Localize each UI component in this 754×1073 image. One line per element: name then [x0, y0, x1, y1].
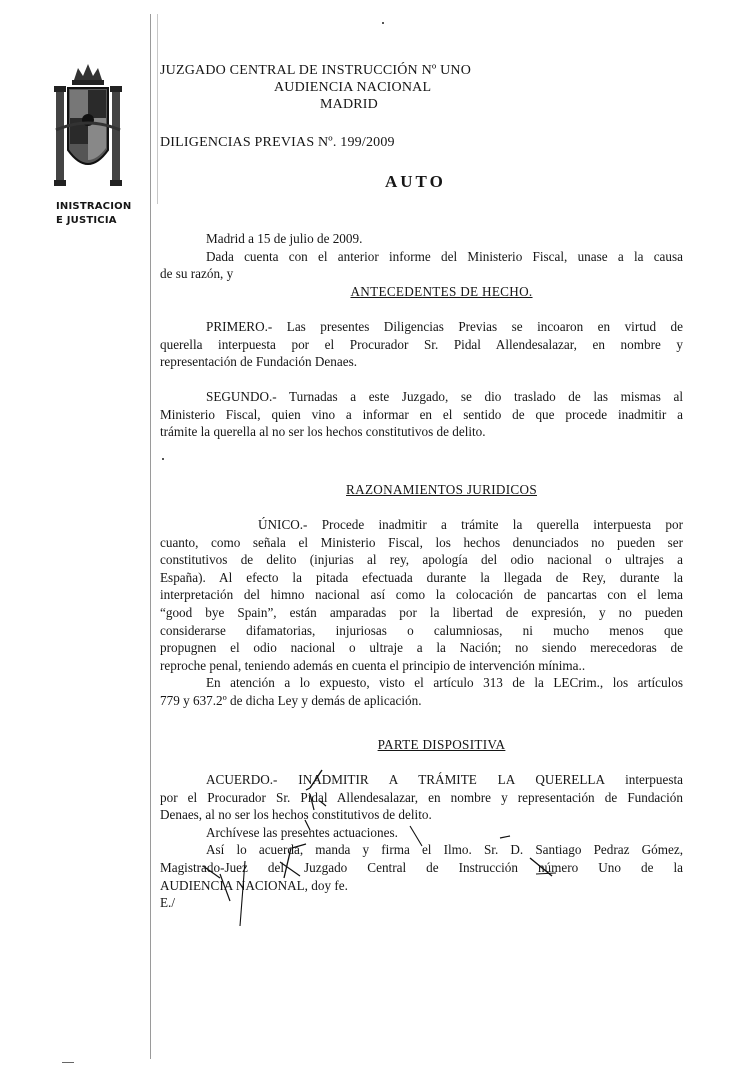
paragraph-line: En atención a lo expuesto, visto el artículo 313 de la LECrim., los artículos — [206, 675, 683, 691]
heading-parte-dispositiva: PARTE DISPOSITIVA — [377, 737, 506, 752]
paragraph-line: trámite la querella al no ser los hechos constitutivos de delito. — [160, 424, 486, 440]
paragraph-line: España). Al efecto la pitada efectuada durante la llegada de Rey, durante la — [160, 569, 683, 585]
court-name: JUZGADO CENTRAL DE INSTRUCCIÓN Nº UNO — [160, 63, 472, 78]
paragraph-unico — [160, 516, 683, 710]
scan-speck — [162, 458, 164, 460]
paragraph-line: querella interpuesta por el Procurador Sr. Pidal Allendesalazar, en nombre y — [160, 336, 683, 352]
paragraph-line: ÚNICO.- Procede inadmitir a trámite la querella interpuesta por — [258, 517, 683, 532]
audiencia-name: AUDIENCIA NACIONAL — [274, 80, 432, 95]
paragraph-segundo — [160, 388, 683, 441]
paragraph-primero — [160, 318, 683, 371]
coat-of-arms-icon — [52, 60, 124, 190]
paragraph-line: SEGUNDO.- Turnadas a este Juzgado, se dio traslado de las mismas al — [206, 389, 683, 404]
paragraph-line: AUDIENCIA NACIONAL, doy fe. — [160, 877, 348, 893]
paragraph-line: Magistrado-Juez del Juzgado Central de Instrucción número Uno de la — [160, 859, 683, 875]
case-reference: DILIGENCIAS PREVIAS Nº. 199/2009 — [160, 135, 395, 150]
intro-block — [160, 230, 683, 300]
handwritten-signature-strokes — [160, 766, 580, 926]
paragraph-line: ACUERDO.- INADMITIR A TRÁMITE LA QUERELLA interpuesta — [206, 772, 683, 787]
paragraph-line: reproche penal, teniendo además en cuenta el principio de intervención mínima.. — [160, 657, 586, 673]
paragraph-line: interpretación del himno nacional así como la colocación de pancartas con el lema — [160, 587, 683, 603]
paragraph-line: cuanto, como señala el Ministerio Fiscal, los hechos denunciados no pueden ser — [160, 534, 683, 550]
heading-razonamientos: RAZONAMIENTOS JURIDICOS — [346, 482, 537, 497]
paragraph-line: PRIMERO.- Las presentes Diligencias Previas se incoaron en virtud de — [206, 319, 683, 334]
date-line: Madrid a 15 de julio de 2009. — [206, 231, 363, 246]
paragraph-line: Denaes, al no ser los hechos constitutivos de delito. — [160, 807, 432, 823]
intro-line: de su razón, y — [160, 266, 234, 282]
paragraph-line: 779 y 637.2º de dicha Ley y demás de aplicación. — [160, 692, 422, 708]
ministry-line-1: INISTRACION — [56, 201, 132, 212]
paragraph-line: por el Procurador Sr. Pidal Allendesalazar, en nombre y representación de Fundación — [160, 789, 683, 805]
paragraph-line: constitutivos de delito (injurias al rey, apología del odio nacional o ultrajes a — [160, 552, 683, 568]
document-title: AUTO — [385, 172, 446, 191]
paragraph-line: considerarse difamatorias, injuriosas o calumniosas, ni mucho menos que — [160, 622, 683, 638]
paragraph-line: Archívese las presentes actuaciones. — [206, 824, 398, 840]
footer-mark — [62, 1062, 74, 1063]
paragraph-line: representación de Fundación Denaes. — [160, 354, 358, 370]
paragraph-line: Ministerio Fiscal, quien vino a informar en el sentido de que procede inadmitir a — [160, 406, 683, 422]
paragraph-line: “good bye Spain”, están amparadas por la libertad de expresión, y no pueden — [160, 604, 683, 620]
paragraph-line: Así lo acuerda, manda y firma el Ilmo. Sr. D. Santiago Pedraz Gómez, — [206, 842, 683, 858]
initials: E./ — [160, 895, 176, 911]
intro-line: Dada cuenta con el anterior informe del Ministerio Fiscal, unase a la causa — [206, 248, 683, 264]
paragraph-line: propugnen el odio nacional o ultraje a la Nación; no siendo merecedoras de — [160, 640, 683, 656]
scan-speck — [382, 22, 384, 24]
ministry-line-2: E JUSTICIA — [56, 215, 117, 226]
margin-rule — [150, 14, 151, 1059]
ministry-label — [56, 200, 131, 228]
heading-antecedentes: ANTECEDENTES DE HECHO. — [350, 283, 533, 299]
margin-rule-secondary — [157, 14, 158, 204]
city-name: MADRID — [320, 97, 378, 112]
